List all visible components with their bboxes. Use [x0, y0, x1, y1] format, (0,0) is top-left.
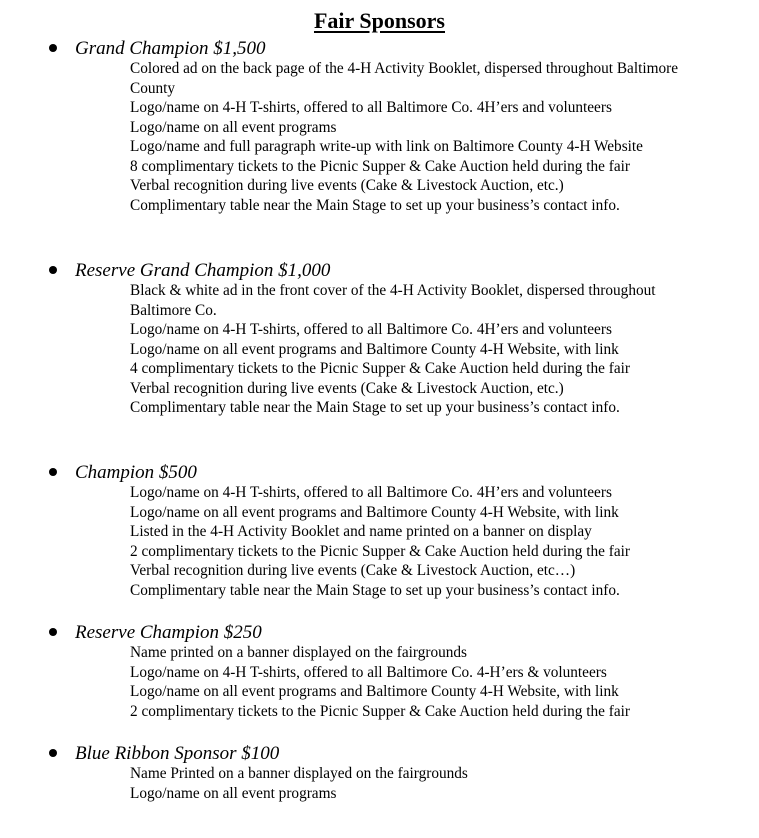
- benefit-list: [130, 643, 720, 721]
- benefit-list: [130, 483, 720, 600]
- sponsor-tier: [0, 462, 759, 600]
- tier-name: Reserve Grand Champion $1,000: [75, 260, 331, 281]
- benefit-item: Complimentary table near the Main Stage to set up your business’s contact info.: [130, 196, 620, 214]
- benefit-item: Logo/name on all event programs and Baltimore County 4-H Website, with link: [130, 503, 619, 521]
- tier-name: Reserve Champion $250: [75, 622, 262, 643]
- tier-heading: [0, 622, 759, 646]
- benefit-item: Logo/name on all event programs and Baltimore County 4-H Website, with link: [130, 340, 619, 358]
- benefit-list: [130, 281, 720, 418]
- benefit-item: Listed in the 4-H Activity Booklet and name printed on a banner on display: [130, 523, 592, 540]
- benefit-item: Logo/name on 4-H T-shirts, offered to all Baltimore Co. 4H’ers and volunteers: [130, 99, 612, 116]
- benefit-item: 4 complimentary tickets to the Picnic Supper & Cake Auction held during the fair: [130, 360, 631, 377]
- sponsor-tier: [0, 38, 759, 215]
- benefit-item: Black & white ad in the front cover of the 4-H Activity Booklet, dispersed throughout Baltimore Co.: [130, 282, 656, 319]
- benefit-list: [130, 59, 720, 215]
- benefit-item: Name Printed on a banner displayed on the fairgrounds: [130, 765, 468, 782]
- sponsor-tier: [0, 622, 759, 721]
- tier-name: Grand Champion $1,500: [75, 38, 266, 59]
- benefit-item: Logo/name on all event programs and Baltimore County 4-H Website, with link: [130, 683, 619, 700]
- sponsor-tier: [0, 743, 759, 803]
- benefit-item: 8 complimentary tickets to the Picnic Supper & Cake Auction held during the fair: [130, 157, 631, 175]
- benefit-item: Logo/name on all event programs: [130, 784, 337, 802]
- benefit-item: Verbal recognition during live events (Cake & Livestock Auction, etc.): [130, 177, 564, 194]
- bullet-icon: [49, 749, 57, 757]
- sponsor-tier: [0, 260, 759, 418]
- benefit-item: Logo/name and full paragraph write-up with link on Baltimore County 4-H Website: [130, 138, 643, 155]
- benefit-item: Logo/name on 4-H T-shirts, offered to all Baltimore Co. 4H’ers and volunteers: [130, 484, 612, 501]
- tier-name: Blue Ribbon Sponsor $100: [75, 743, 280, 764]
- bullet-icon: [49, 628, 57, 636]
- bullet-icon: [49, 266, 57, 274]
- benefit-item: Logo/name on 4-H T-shirts, offered to all Baltimore Co. 4H’ers and volunteers: [130, 321, 612, 338]
- benefit-item: 2 complimentary tickets to the Picnic Supper & Cake Auction held during the fair: [130, 702, 631, 720]
- bullet-icon: [49, 468, 57, 476]
- benefit-list: [130, 764, 720, 803]
- benefit-item: Name printed on a banner displayed on the fairgrounds: [130, 644, 468, 661]
- tier-name: Champion $500: [75, 462, 197, 483]
- tier-heading: [0, 743, 759, 767]
- benefit-item: Verbal recognition during live events (Cake & Livestock Auction, etc.): [130, 379, 564, 397]
- benefit-item: Logo/name on all event programs: [130, 118, 337, 136]
- bullet-icon: [49, 44, 57, 52]
- benefit-item: Logo/name on 4-H T-shirts, offered to all Baltimore Co. 4-H’ers & volunteers: [130, 663, 607, 681]
- tier-heading: [0, 260, 759, 284]
- benefit-item: Verbal recognition during live events (Cake & Livestock Auction, etc…): [130, 562, 576, 579]
- benefit-item: Complimentary table near the Main Stage to set up your business’s contact info.: [130, 581, 620, 599]
- benefit-item: Complimentary table near the Main Stage to set up your business’s contact info.: [130, 399, 620, 416]
- benefit-item: Colored ad on the back page of the 4-H Activity Booklet, dispersed throughout Baltimore County: [130, 60, 679, 97]
- tier-heading: [0, 462, 759, 486]
- page-title: Fair Sponsors: [313, 8, 445, 33]
- tier-heading: [0, 38, 759, 62]
- benefit-item: 2 complimentary tickets to the Picnic Supper & Cake Auction held during the fair: [130, 542, 631, 560]
